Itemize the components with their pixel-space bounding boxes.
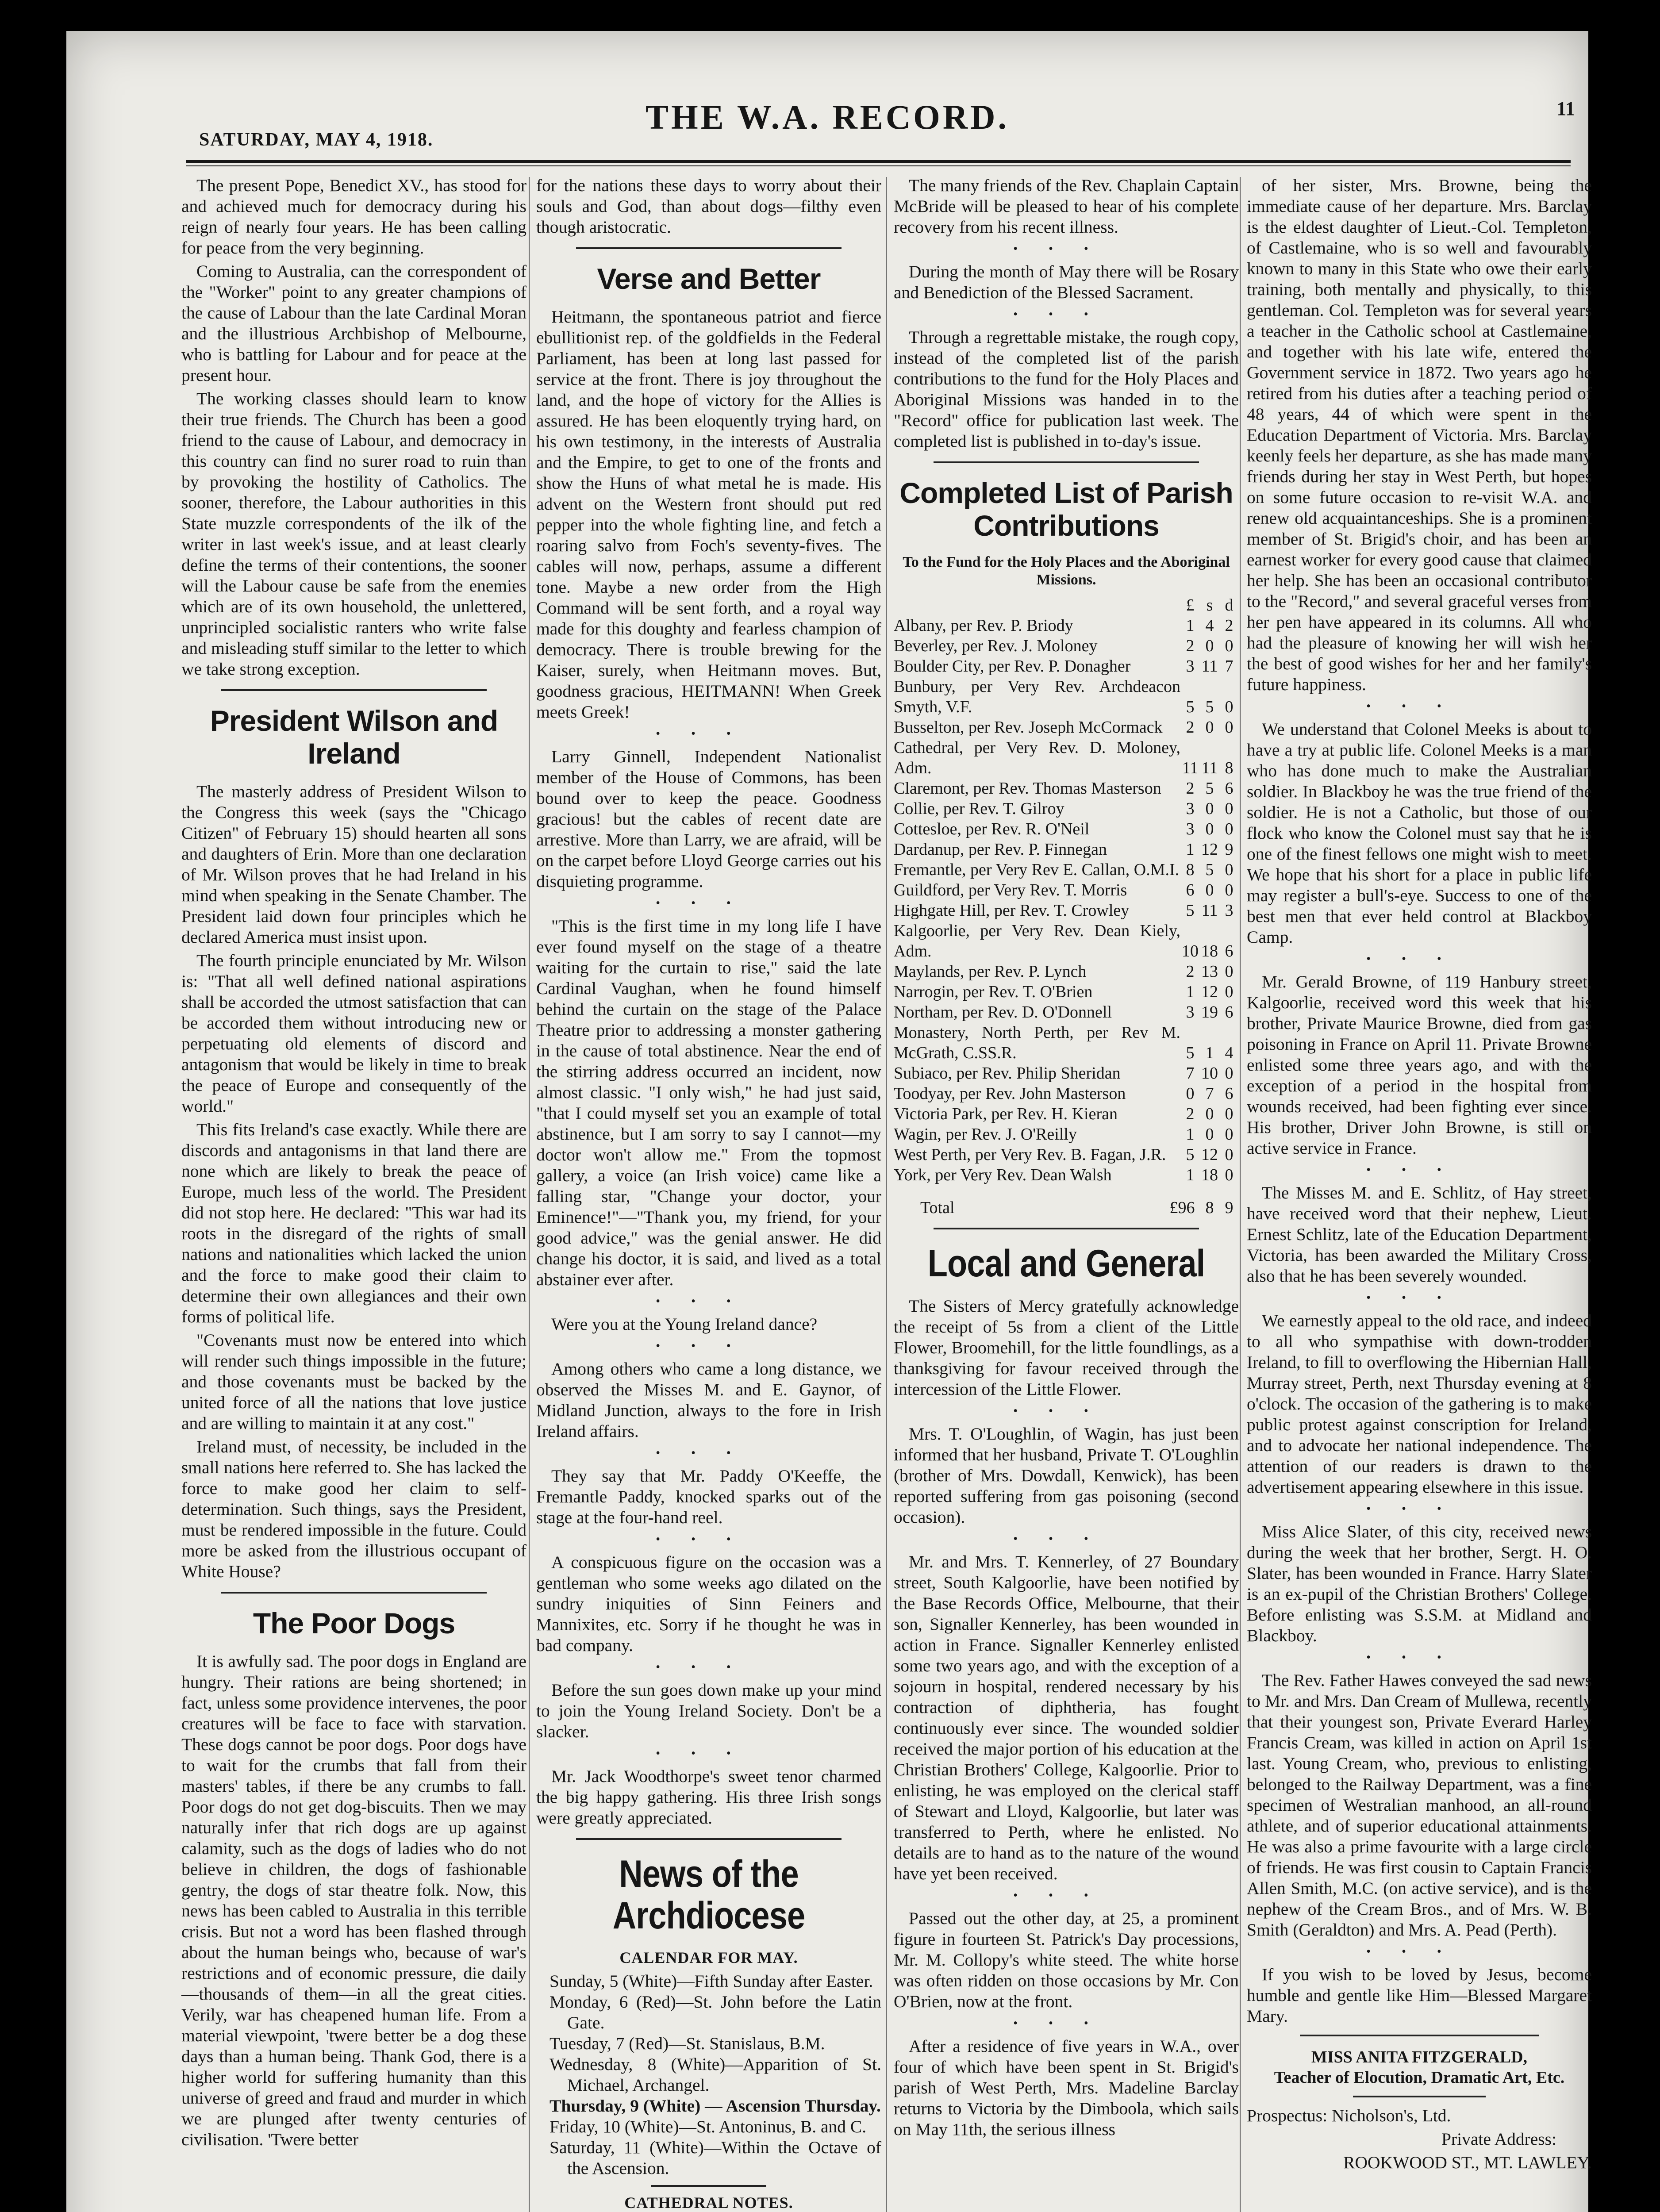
contribution-row	[894, 1002, 1239, 1022]
contribution-name: Kalgoorlie, per Very Rev. Dean Kiely, Adm.	[894, 922, 1180, 960]
shillings: 0	[1205, 718, 1214, 737]
pence: 7	[1225, 657, 1233, 676]
shillings: 5	[1205, 698, 1214, 716]
headline-local: Local and General	[927, 1242, 1205, 1285]
star-divider: •••	[1013, 2016, 1119, 2030]
contribution-row	[894, 799, 1239, 819]
calendar-item: Saturday, 11 (White)—Within the Octave of the Ascension.	[549, 2138, 881, 2178]
paragraph: The masterly address of President Wilson to the Congress this week (says the "Chicago Citizen" of February 15) should hearten all sons and daughters of Erin. More than one declaration of Mr. Wilson proves that he had Ireland in his mind when speaking in the Senate Chamber. The President laid down four principles which he declared America must insist upon.	[181, 782, 526, 947]
contributions-table	[894, 595, 1239, 1185]
star-divider: •••	[1366, 1163, 1472, 1177]
pounds: 0	[1186, 1084, 1195, 1103]
column-divider	[886, 177, 887, 2212]
section-rule	[934, 1228, 1199, 1229]
calendar-list	[536, 1971, 881, 2179]
pence: 6	[1225, 1084, 1233, 1103]
pounds: 3	[1186, 820, 1195, 838]
pence: 0	[1225, 983, 1233, 1001]
contribution-name: Highgate Hill, per Rev. T. Crowley	[894, 901, 1130, 920]
pence: 0	[1225, 1166, 1233, 1184]
wilson-article	[181, 781, 526, 1582]
contribution-row	[894, 737, 1239, 778]
pence: 0	[1225, 698, 1233, 716]
pence: 0	[1225, 1145, 1233, 1164]
paragraph: The Misses M. and E. Schlitz, of Hay street, have received word that their nephew, Lieut. Ernest Schlitz, late of the Education Department, Victoria, has been awarded the Military Cross, also that he has been severely wounded.	[1247, 1183, 1592, 1286]
section-rule	[1353, 2096, 1486, 2097]
pence: 0	[1225, 820, 1233, 838]
pence: 4	[1225, 1044, 1233, 1062]
pence: 6	[1225, 1003, 1233, 1022]
local-news	[894, 1296, 1239, 2140]
total-pounds: £96	[1169, 1198, 1195, 1217]
paragraph: "This is the first time in my long life I have ever found myself on the stage of a theatre waiting for the curtain to rise," said the late Cardinal Vaughan, when he found himself behind the curtain on the stage of the Palace Theatre prior to addressing a monster gathering in the cause of total abstinence. Near the end of the stirring address occurred an incident, now almost classic. "I only wish," he had just said, "that I could myself set you an example of total abstinence, but I am sorry to say I cannot—my doctor won't allow me." From the topmost gallery, a voice (an Irish voice) came like a falling star, "Change your doctor, your Eminence!"—"Thank you, my friend, for your good advice," was the genial answer. He did change his doctor, it is said, and lived as a total abstainer ever after.	[536, 916, 881, 1289]
contribution-name: Bunbury, per Very Rev. Archdeacon Smyth, V.F.	[894, 677, 1180, 716]
total-pence: 9	[1225, 1198, 1233, 1217]
pounds: 5	[1186, 1044, 1195, 1062]
contributions-head-row	[894, 595, 1239, 615]
contribution-name: Dardanup, per Rev. P. Finnegan	[894, 840, 1107, 859]
pence: 0	[1225, 1125, 1233, 1144]
paragraph: The fourth principle enunciated by Mr. Wilson is: "That all well defined national aspirations shall be accorded the utmost satisfaction that can be accorded them without introducing new or perpetuating old elements of discord and antagonism that would be likely in time to break the peace of Europe and consequently of the world."	[181, 951, 526, 1116]
column-divider	[1240, 177, 1241, 2212]
shillings: 0	[1205, 1105, 1214, 1123]
pence: 9	[1225, 840, 1233, 859]
contribution-row	[894, 921, 1239, 961]
paragraph: Were you at the Young Ireland dance?	[551, 1314, 818, 1334]
paragraph: of her sister, Mrs. Browne, being the immediate cause of her departure. Mrs. Barclay is the eldest daughter of Lieut.-Col. Templeton, of Castlemaine, who is so well and favourably known to many in this State who owe their early training, both mentally and physically, to this gentleman. Col. Templeton was for several years a teacher in the Catholic school at Castlemaine, and together with his late wife, entered the Government service in 1872. Two years ago he retired from his duties after a teaching period of 48 years, 44 of which were spent in the Education Department of Victoria. Mrs. Barclay keenly feels her departure, as she has made many friends during her stay in West Perth, but hopes on some future occasion to re-visit W.A. and renew old acquaintanceships. She is a prominent member of St. Brigid's choir, and has been an earnest worker for every good cause that claimed her help. She has been an occasional contributor to the "Record," and several graceful verses from her pen have appeared in its columns. All who had the pleasure of knowing her will wish her the best of good wishes for her and her family's future happiness.	[1247, 176, 1592, 694]
pence: 0	[1225, 1064, 1233, 1083]
paragraph: Mr. and Mrs. T. Kennerley, of 27 Boundary street, South Kalgoorlie, have been notified by the Base Records Office, Melbourne, that their son, Signaller Kennerley, has been wounded in action in France. Signaller Kennerley enlisted some two years ago, and with the exception of a sojourn in hospital, rendered necessary by his contraction of diphtheria, has fought continuously ever since. The wounded soldier received the major portion of his education at the Christian Brothers' College, Kalgoorlie. Prior to enlisting, he was employed on the clerical staff of Stewart and Lloyd, Kalgoorlie, but later was transferred to Perth, where he enlisted. No details are to hand as to the nature of the wound have yet been received.	[894, 1552, 1239, 1883]
shillings: 5	[1205, 860, 1214, 879]
pounds: 2	[1186, 962, 1195, 981]
star-divider: •••	[1366, 952, 1472, 966]
shillings: 1	[1205, 1044, 1214, 1062]
advert-line: Teacher of Elocution, Dramatic Art, Etc.	[1274, 2068, 1565, 2087]
pounds: 7	[1186, 1064, 1195, 1083]
star-divider: •••	[1366, 1502, 1472, 1516]
issue-date: SATURDAY, MAY 4, 1918.	[199, 130, 434, 150]
calendar-item: Monday, 6 (Red)—St. John before the Latin Gate.	[549, 1992, 881, 2032]
contribution-row	[894, 1165, 1239, 1185]
pounds: 2	[1186, 779, 1195, 798]
paragraph: After a residence of five years in W.A., over four of which have been spent in St. Brigid's parish of West Perth, Mrs. Madeline Barclay returns to Victoria by the Dimboola, which sails on May 11th, the serious illness	[894, 2036, 1239, 2139]
pounds-head: £	[1186, 596, 1195, 614]
newspaper-page	[66, 31, 1592, 2212]
contribution-row	[894, 819, 1239, 839]
pounds: 3	[1186, 799, 1195, 818]
contributions-total	[894, 1185, 1239, 1218]
contribution-row	[894, 656, 1239, 676]
pounds: 2	[1186, 718, 1195, 737]
star-divider: •••	[656, 1660, 762, 1674]
calendar-item: Friday, 10 (White)—St. Antoninus, B. and C.	[549, 2117, 867, 2136]
column-1	[181, 175, 526, 2153]
shillings: 12	[1201, 983, 1218, 1001]
verse-article	[536, 307, 881, 1828]
pence: 0	[1225, 1105, 1233, 1123]
advert-prospectus: Prospectus: Nicholson's, Ltd.	[1247, 2106, 1451, 2125]
pence: 0	[1225, 962, 1233, 981]
pence: 6	[1225, 779, 1233, 798]
continued-text: for the nations these days to worry about their souls and God, than about dogs—filthy even though aristocratic.	[536, 176, 881, 237]
column-divider	[529, 177, 530, 2212]
contribution-name: Albany, per Rev. P. Briody	[894, 616, 1073, 635]
contribution-name: Boulder City, per Rev. P. Donagher	[894, 657, 1131, 676]
pounds: 6	[1186, 881, 1195, 899]
advert-private: Private Address:	[1441, 2129, 1556, 2149]
calendar-item: Thursday, 9 (White) — Ascension Thursday.	[549, 2096, 881, 2116]
shillings: 13	[1201, 962, 1218, 981]
contribution-name: Beverley, per Rev. J. Moloney	[894, 637, 1098, 655]
masthead: THE W.A. RECORD.	[646, 98, 1009, 136]
paragraph: This fits Ireland's case exactly. While there are discords and antagonisms in that land there are none which are likely to break the peace of Europe, much less of the world. The President did not stop here. He declared: "This war had its roots in the disregard of the rights of small nations and nationalities which lacked the union and the force to make good their claim to determine their own allegiances and their own forms of political life.	[181, 1120, 526, 1326]
pounds: 1	[1186, 840, 1195, 859]
pence-head: d	[1225, 596, 1233, 614]
calendar-item: Tuesday, 7 (Red)—St. Stanislaus, B.M.	[549, 2034, 825, 2053]
pounds: 1	[1186, 1125, 1195, 1144]
section-rule	[1300, 2035, 1539, 2036]
star-divider: •••	[656, 1339, 762, 1353]
column-3	[894, 175, 1239, 2143]
paragraph: Before the sun goes down make up your mind to join the Young Ireland Society. Don't be a slacker.	[536, 1680, 881, 1741]
section-rule	[576, 247, 842, 249]
shillings: 0	[1205, 1125, 1214, 1144]
paragraph: Larry Ginnell, Independent Nationalist member of the House of Commons, has been bound over to keep the peace. Goodness gracious! but the cables of recent date are arrestive. More than Larry, we are afraid, will be on the carpet before Lloyd George carries out his disquieting programme.	[536, 747, 881, 891]
contribution-name: West Perth, per Very Rev. B. Fagan, J.R.	[894, 1145, 1166, 1164]
headline-verse: Verse and Better	[597, 262, 821, 295]
pence: 0	[1225, 799, 1233, 818]
pounds: 5	[1186, 1145, 1195, 1164]
paragraph: We earnestly appeal to the old race, and indeed to all who sympathise with down-trodden Ireland, to fill to overflowing the Hibernian Hall, Murray street, Perth, next Thursday evening at 8 o'clock. The occasion of the gathering is to make public protest against conscription for Ireland, and to advocate her national independence. The attention of our readers is drawn to the advertisement appearing elsewhere in this issue.	[1247, 1311, 1592, 1497]
page-header	[66, 31, 1588, 177]
section-rule	[221, 689, 487, 691]
dogs-article	[181, 1651, 526, 2150]
column-2	[536, 175, 881, 2212]
calendar-heading: CALENDAR FOR MAY.	[619, 1949, 798, 1966]
contribution-name: Wagin, per Rev. J. O'Reilly	[894, 1125, 1077, 1144]
pence: 2	[1225, 616, 1233, 635]
section-rule	[221, 1592, 487, 1594]
shillings: 5	[1205, 779, 1214, 798]
pounds: 3	[1186, 657, 1195, 676]
contribution-row	[894, 982, 1239, 1002]
contribution-name: Subiaco, per Rev. Philip Sheridan	[894, 1064, 1121, 1083]
contribution-row	[894, 1063, 1239, 1083]
contribution-name: Victoria Park, per Rev. H. Kieran	[894, 1105, 1118, 1123]
pence: 8	[1225, 759, 1233, 777]
contribution-name: Cathedral, per Very Rev. D. Moloney, Adm.	[894, 738, 1180, 777]
shillings: 10	[1201, 1064, 1218, 1083]
total-shillings: 8	[1205, 1198, 1214, 1217]
pounds: 1	[1186, 983, 1195, 1001]
contribution-row	[894, 717, 1239, 737]
contribution-row	[894, 1022, 1239, 1063]
pounds: 3	[1186, 1003, 1195, 1022]
star-divider: •••	[1366, 1291, 1472, 1305]
contribution-row	[894, 860, 1239, 880]
shillings: 0	[1205, 820, 1214, 838]
pence: 0	[1225, 881, 1233, 899]
headline-contributions: Completed List of Parish Contributions	[899, 476, 1233, 542]
shillings: 11	[1201, 759, 1218, 777]
contribution-name: Monastery, North Perth, per Rev M. McGrath, C.SS.R.	[894, 1023, 1180, 1062]
pounds: 2	[1186, 637, 1195, 655]
contribution-name: Toodyay, per Rev. John Masterson	[894, 1084, 1126, 1103]
star-divider: •••	[1013, 1889, 1119, 1902]
paragraph: Passed out the other day, at 25, a prominent figure in fourteen St. Patrick's Day processions, Mr. M. Collopy's white steed. The white horse was often ridden on those occasions by Mr. Con O'Brien, now at the front.	[894, 1909, 1239, 2011]
contribution-row	[894, 1104, 1239, 1124]
contribution-row	[894, 778, 1239, 799]
paragraph: The Sisters of Mercy gratefully acknowledge the receipt of 5s from a client of the Little Flower, Broomehill, for the little foundlings, as a thanksgiving for favour received through the intercession of the Little Flower.	[894, 1296, 1239, 1399]
contribution-row	[894, 1083, 1239, 1104]
star-divider: •••	[1366, 699, 1472, 713]
star-divider: •••	[656, 1747, 762, 1760]
pounds: 8	[1186, 860, 1195, 879]
paragraph: The working classes should learn to know their true friends. The Church has been a good friend to the cause of Labour, and democracy in this country can find no surer road to ruin than by provoking the hostility of Catholics. The sooner, therefore, the Labour authorities in this State muzzle correspondents of the ilk of the writer in last week's issue, and at least clearly define the terms of their contentions, the sooner will the Labour cause be safe from the enemies which are of its own household, the unlettered, unprincipled socialistic ranters who write false and misleading stuff similar to the letter to which we take strong exception.	[181, 389, 526, 679]
shillings: 7	[1205, 1084, 1214, 1103]
header-rule-thin	[186, 165, 1571, 166]
notes-block	[894, 175, 1239, 452]
shillings: 0	[1205, 637, 1214, 655]
section-rule	[651, 2185, 766, 2187]
cathedral-heading: CATHEDRAL NOTES.	[624, 2194, 793, 2212]
contribution-name: Busselton, per Rev. Joseph McCormack	[894, 718, 1163, 737]
headline-archdiocese: News of the Archdiocese	[612, 1853, 805, 1937]
star-divider: •••	[1013, 1404, 1119, 1418]
contribution-name: Cottesloe, per Rev. R. O'Neil	[894, 820, 1090, 838]
shillings: 12	[1201, 840, 1218, 859]
contribution-row	[894, 880, 1239, 900]
shillings: 18	[1201, 942, 1218, 960]
star-divider: •••	[656, 1446, 762, 1460]
contribution-name: Fremantle, per Very Rev E. Callan, O.M.I.	[894, 860, 1180, 879]
contribution-row	[894, 1144, 1239, 1165]
contribution-row	[894, 636, 1239, 656]
paragraph: They say that Mr. Paddy O'Keeffe, the Fremantle Paddy, knocked sparks out of the stage at the four-hand reel.	[536, 1466, 881, 1527]
paragraph: Among others who came a long distance, we observed the Misses M. and E. Gaynor, of Midland Junction, always to the fore in Irish Ireland affairs.	[536, 1359, 881, 1441]
pounds: 5	[1186, 698, 1195, 716]
advert-address: ROOKWOOD ST., MT. LAWLEY.	[1343, 2153, 1592, 2172]
paragraph: Miss Alice Slater, of this city, received news during the week that her brother, Sergt. H. O. Slater, has been wounded in France. Harry Slater is an ex-pupil of the Christian Brothers' College. Before enlisting was S.S.M. at Midland and Blackboy.	[1247, 1522, 1592, 1645]
star-divider: •••	[1366, 1945, 1472, 1959]
star-divider: •••	[1013, 242, 1119, 256]
contribution-name: Narrogin, per Rev. T. O'Brien	[894, 983, 1093, 1001]
contribution-row	[894, 1124, 1239, 1144]
total-row	[894, 1185, 1239, 1218]
paragraph: During the month of May there will be Rosary and Benediction of the Blessed Sacrament.	[894, 262, 1239, 302]
paragraph: Mr. Jack Woodthorpe's sweet tenor charmed the big happy gathering. His three Irish songs were greatly appreciated.	[536, 1767, 881, 1828]
paragraph: Heitmann, the spontaneous patriot and fierce ebullitionist rep. of the goldfields in the Federal Parliament, has been at long last passed for service at the front. There is joy throughout the land, and the hope of victory for the Allies is assured. He has been eloquently trying hard, on his own testimony, in the interests of Australia and the Empire, to get to one of the fronts and show the Huns of what metal he is made. His advent on the Western front should put red pepper into the whole fighting line, and fetch a roaring salvo from Foch's seventy-fives. The cables will now, perhaps, assume a different tone. Maybe a new order from the High Command will be sent forth, and a royal way made for this doughty and fearless champion of democracy. There is trouble brewing for the Kaiser, surely, when Heitmann moves. But, goodness gracious, HEITMANN! When Greek meets Greek!	[536, 307, 881, 722]
shillings: 18	[1201, 1166, 1218, 1184]
contribution-row	[894, 676, 1239, 717]
shillings: 11	[1201, 657, 1218, 676]
pence: 0	[1225, 860, 1233, 879]
shillings: 0	[1205, 881, 1214, 899]
star-divider: •••	[1013, 307, 1119, 321]
contributions-subtitle: To the Fund for the Holy Places and the Aboriginal Missions.	[903, 554, 1230, 588]
paragraph: Coming to Australia, can the correspondent of the "Worker" point to any greater champions of the cause of Labour than the late Cardinal Moran and the illustrious Archbishop of Melbourne, who is battling for Labour and for peace at the present hour.	[181, 261, 526, 385]
calendar-item: Wednesday, 8 (White)—Apparition of St. Michael, Archangel.	[549, 2055, 881, 2095]
paragraph: We understand that Colonel Meeks is about to have a try at public life. Colonel Meeks is a man who has done much to make the Australian soldier. In Blackboy he was the true friend of the soldier. He is not a Catholic, but those of our flock who know the Colonel must say that he is one of the finest fellows one might wish to meet. We hope that his short for a place in public life may register a bull's-eye. Success to one of the best men that ever held control at Blackboy Camp.	[1247, 719, 1592, 947]
shillings: 19	[1201, 1003, 1218, 1022]
contribution-name: Claremont, per Rev. Thomas Masterson	[894, 779, 1161, 798]
contribution-name: Maylands, per Rev. P. Lynch	[894, 962, 1087, 981]
pounds: 11	[1182, 759, 1199, 777]
section-rule	[576, 1838, 842, 1840]
total-label: Total	[920, 1198, 955, 1217]
paragraph: Mr. Gerald Browne, of 119 Hanbury street, Kalgoorlie, received word this week that his brother, Private Maurice Browne, died from gas poisoning in France on April 11. Private Browne enlisted some three years ago, and with the exception of a period in the hospital from wounds received, had been fighting ever since. His brother, Driver John Browne, is still on active service in France.	[1247, 972, 1592, 1158]
paragraph: A conspicuous figure on the occasion was a gentleman who some weeks ago dilated on the sundry iniquities of Sinn Feiners and Mannixites, etc. Sorry if he thought he was in bad company.	[536, 1552, 881, 1655]
contribution-name: Guildford, per Very Rev. T. Morris	[894, 881, 1127, 899]
headline-wilson: President Wilson and Ireland	[210, 704, 498, 770]
pence: 3	[1225, 901, 1233, 920]
page-number: 11	[1556, 98, 1575, 119]
contribution-row	[894, 615, 1239, 636]
star-divider: •••	[656, 896, 762, 910]
section-rule	[934, 461, 1199, 463]
pounds: 10	[1182, 942, 1199, 960]
paragraph: "Covenants must now be entered into which will render such things impossible in the future; and those covenants must be backed by the united force of all the nations that love justice and are willing to maintain it at any cost."	[181, 1330, 526, 1433]
paragraph: It is awfully sad. The poor dogs in England are hungry. Their rations are being shortened; in fact, unless some providence intervenes, the poor creatures will be face to face with starvation. These dogs cannot be poor dogs. Poor dogs have to wait for the crumbs that fall from their masters' tables, if there be any crumbs to fall. Poor dogs do not get dog-biscuits. Then we may naturally infer that rich dogs are up against calamity, such as the dogs of ladies who do not believe in children, the dogs of fashionable gentry, the dogs of star theatre folk. Now, this news has been cabled to Australia in this terrible crisis. But not a word has been flashed through about the human beings who, because of war's restrictions and of economic pressure, die daily—thousands of them—in all the great cities. Verily, war has cheapened human life. From a material viewpoint, 'twere better be a dog these days than a human being. Thank God, there is a higher world for suffering humanity than this universe of greed and fraud and murder in which we are plunged after twenty centuries of civilisation. 'Twere better	[181, 1651, 526, 2149]
star-divider: •••	[656, 1294, 762, 1308]
pounds: 5	[1186, 901, 1195, 920]
shillings: 11	[1201, 901, 1218, 920]
shillings: 12	[1201, 1145, 1218, 1164]
pence: 0	[1225, 718, 1233, 737]
paragraph: The present Pope, Benedict XV., has stood for and achieved much for democracy during his reign of nearly four years. He has been calling for peace from the very beginning.	[181, 176, 526, 257]
intro-article	[181, 175, 526, 680]
header-rule	[186, 160, 1571, 163]
calendar-item: Sunday, 5 (White)—Fifth Sunday after Easter.	[549, 1971, 873, 1991]
pounds: 1	[1186, 616, 1195, 635]
contribution-row	[894, 961, 1239, 982]
star-divider: •••	[656, 1532, 762, 1546]
contribution-name: York, per Very Rev. Dean Walsh	[894, 1166, 1112, 1184]
pounds: 1	[1186, 1166, 1195, 1184]
shillings-head: s	[1206, 596, 1213, 614]
advert-name: MISS ANITA FITZGERALD,	[1311, 2048, 1528, 2066]
star-divider: •••	[656, 727, 762, 741]
star-divider: •••	[1366, 1651, 1472, 1664]
shillings: 4	[1205, 616, 1214, 635]
star-divider: •••	[1013, 1532, 1119, 1546]
paragraph: Ireland must, of necessity, be included in the small nations here referred to. She has lacked the force to make good her claim to self-determination. Such things, says the President, must be rendered impossible in the future. Could more be asked from the illustrious occupant of White House?	[181, 1437, 526, 1581]
paragraph: If you wish to be loved by Jesus, become humble and gentle like Him—Blessed Margaret Mary.	[1247, 1965, 1592, 2026]
shillings: 0	[1205, 799, 1214, 818]
paragraph: Through a regrettable mistake, the rough copy, instead of the completed list of the parish contributions to the fund for the Holy Places and Aboriginal Missions was handed in to the "Record" office for publication last week. The completed list is published in to-day's issue.	[894, 327, 1239, 451]
local-news-continued	[1247, 175, 1592, 2027]
paragraph: Mrs. T. O'Loughlin, of Wagin, has just been informed that her husband, Private T. O'Loughlin (brother of Mrs. Dowdall, Kenwick), has been reported suffering from gas poisoning (second occasion).	[894, 1424, 1239, 1527]
contribution-row	[894, 900, 1239, 921]
contribution-name: Northam, per Rev. D. O'Donnell	[894, 1003, 1112, 1022]
pounds: 2	[1186, 1105, 1195, 1123]
paragraph: The Rev. Father Hawes conveyed the sad news to Mr. and Mrs. Dan Cream of Mullewa, recently that their youngest son, Private Everard Harley Francis Cream, was killed in action on April 1st last. Young Cream, who, previous to enlisting, belonged to the Railway Department, was a fine specimen of Westralian manhood, an all-round athlete, and of superior educational attainments. He was also a prime favourite with a large circle of friends. He was first cousin to Captain Francis Allen Smith, M.C. (on active service), and is the nephew of the Cream Bros., and of Mrs. W. B. Smith (Geraldton) and Mrs. A. Pead (Perth).	[1247, 1671, 1592, 1939]
contribution-name: Collie, per Rev. T. Gilroy	[894, 799, 1064, 818]
contribution-row	[894, 839, 1239, 860]
pence: 6	[1225, 942, 1233, 960]
pence: 0	[1225, 637, 1233, 655]
paragraph: The many friends of the Rev. Chaplain Captain McBride will be pleased to hear of his complete recovery from his recent illness.	[894, 176, 1239, 237]
column-4	[1247, 175, 1592, 2176]
headline-poor-dogs: The Poor Dogs	[253, 1607, 455, 1640]
